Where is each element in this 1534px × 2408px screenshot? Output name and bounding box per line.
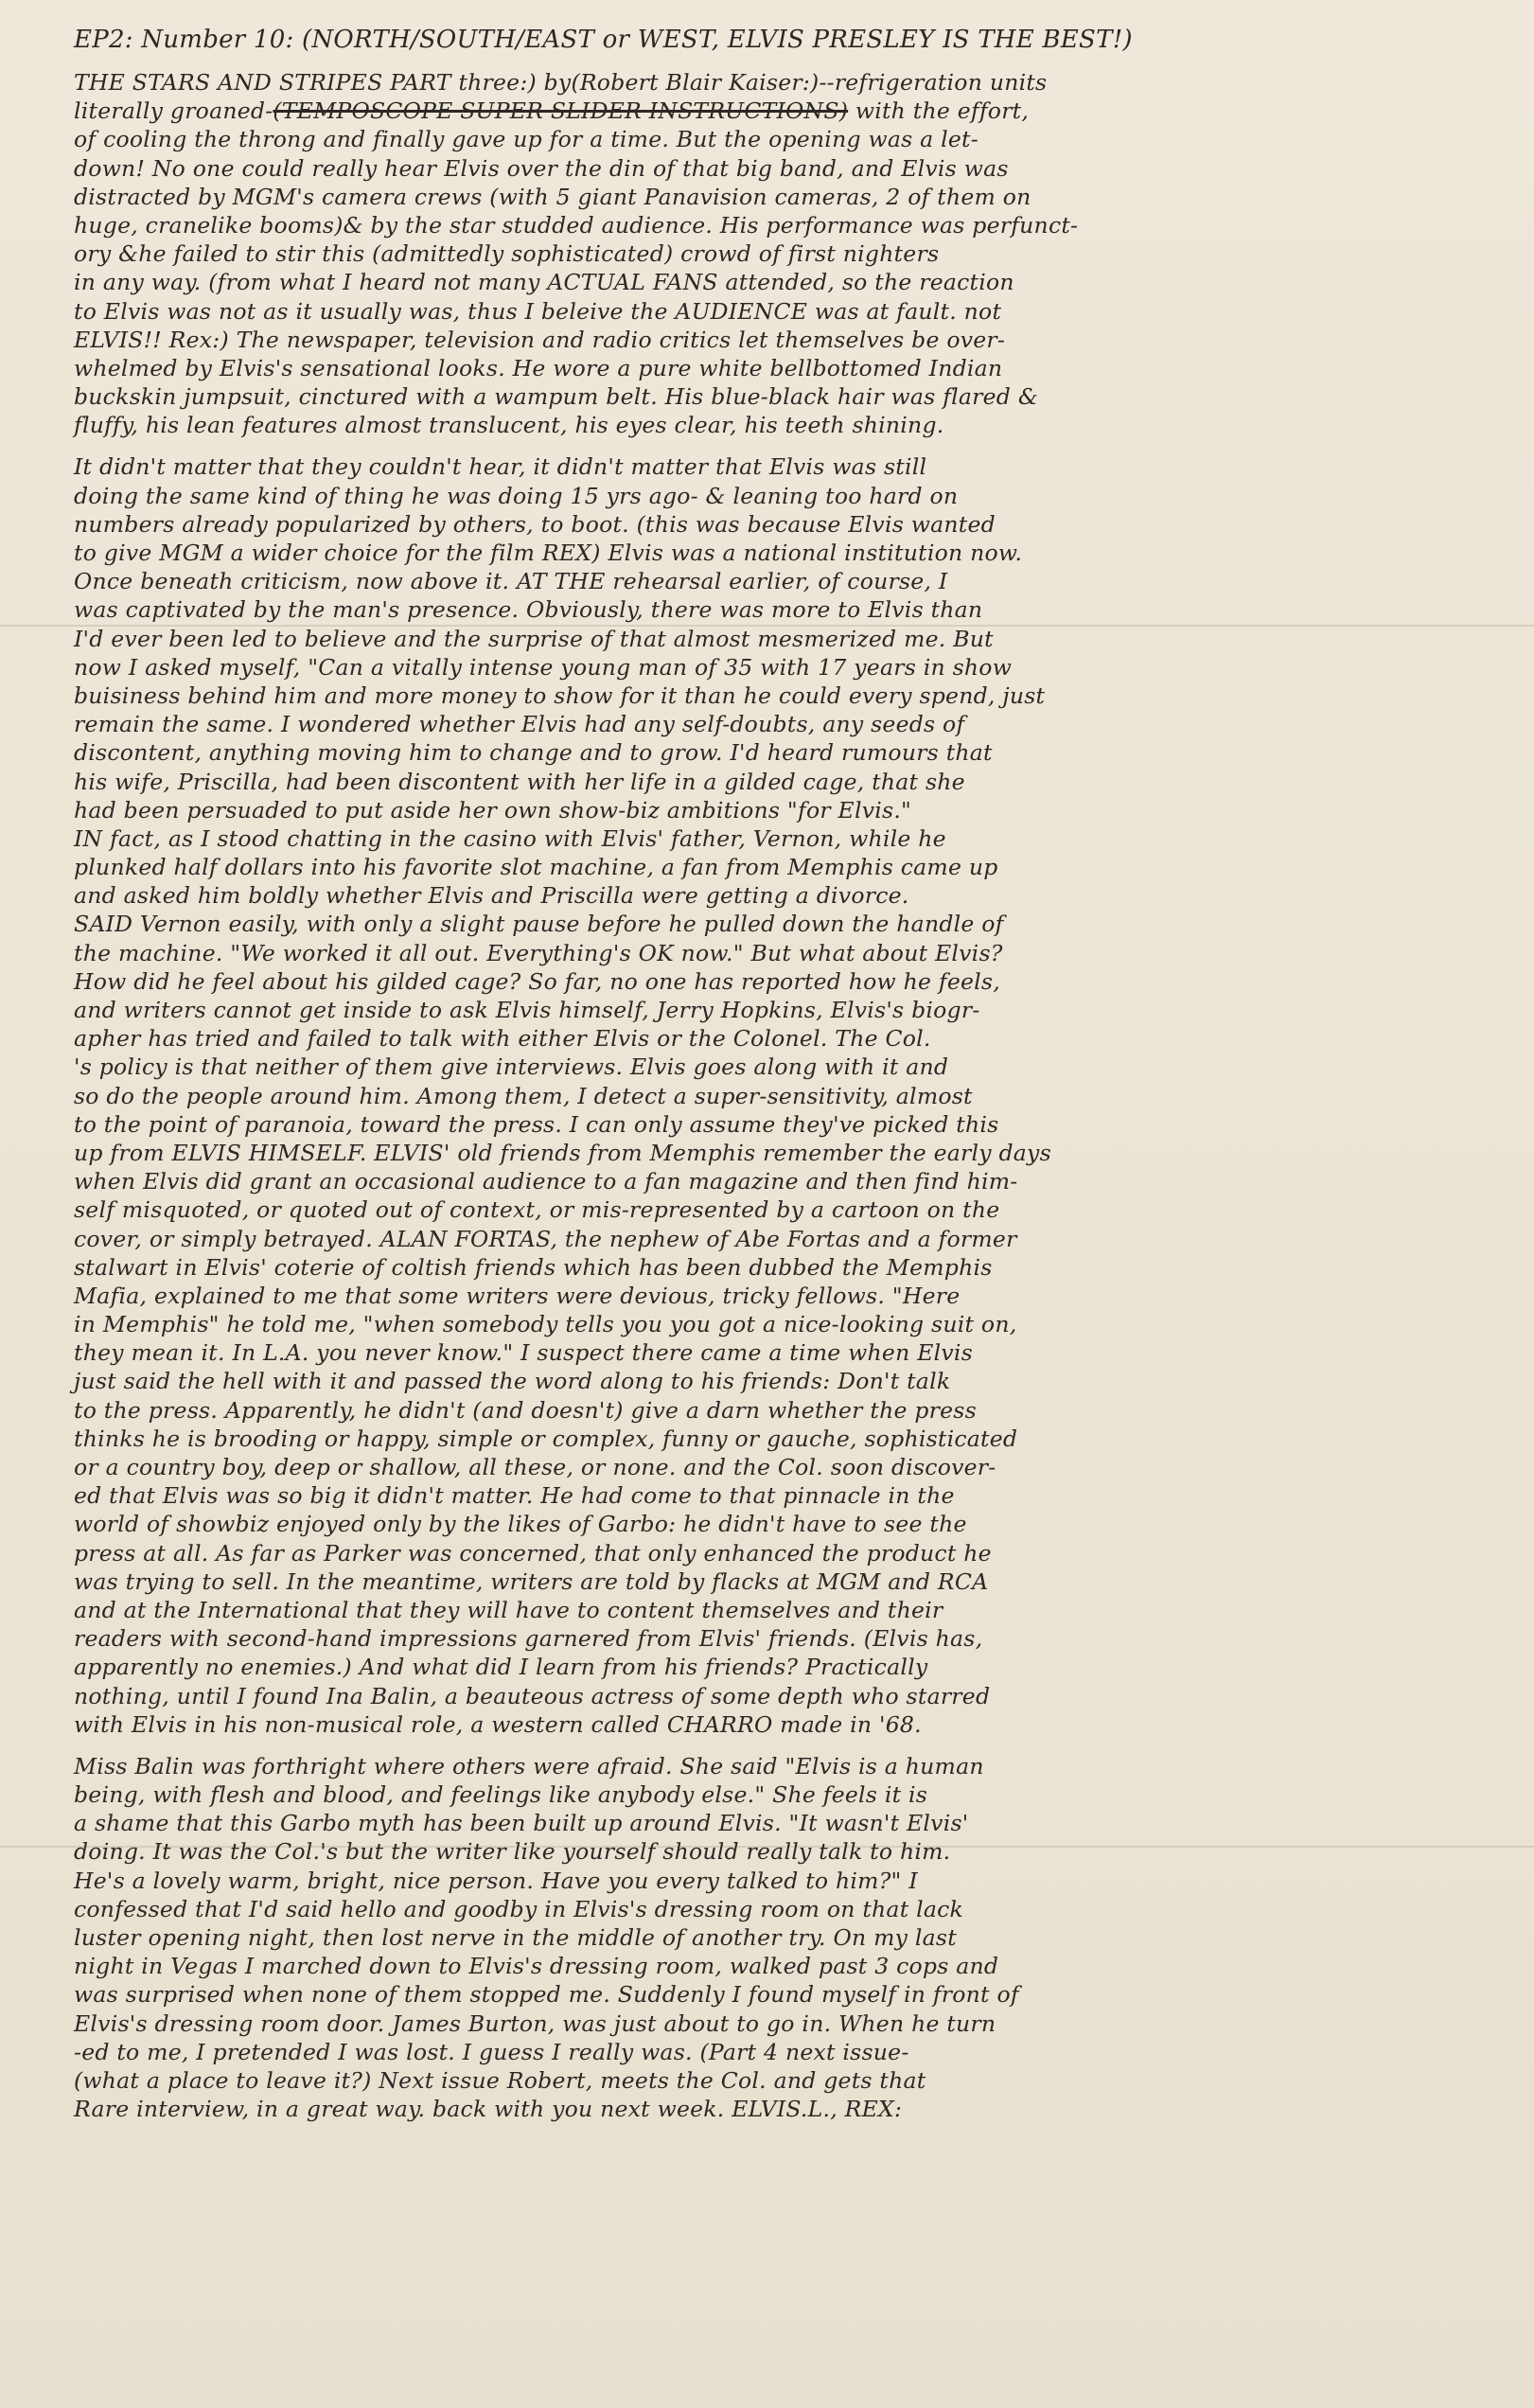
text-line: ed that Elvis was so big it didn't matter. He had come to that pinnacle in the: [74, 1482, 955, 1510]
text-line: Rare interview, in a great way. back with you next week. ELVIS.L., REX:: [74, 2096, 903, 2123]
text-line: a shame that this Garbo myth has been built up around Elvis. "It wasn't Elvis': [74, 1810, 969, 1837]
text-line: buisiness behind him and more money to show for it than he could every spend, just: [74, 682, 1046, 709]
text-line: to give MGM a wider choice for the film REX) Elvis was a national institution now.: [74, 540, 1023, 566]
text-line: fluffy, his lean features almost translucent, his eyes clear, his teeth shining.: [74, 412, 944, 439]
text-line: apparently no enemies.) And what did I learn from his friends? Practically: [74, 1654, 928, 1681]
text-line: when Elvis did grant an occasional audience to a fan magazine and then find him-: [74, 1168, 1018, 1195]
text-line: and at the International that they will have to content themselves and their: [74, 1596, 943, 1623]
text-line: 's policy is that neither of them give interviews. Elvis goes along with it and: [74, 1054, 949, 1081]
text-line: had been persuaded to put aside her own show-biz ambitions "for Elvis.": [74, 796, 912, 823]
text-line: apher has tried and failed to talk with either Elvis or the Colonel. The Col.: [74, 1025, 931, 1053]
text-line: thinks he is brooding or happy, simple or complex, funny or gauche, sophisticated: [74, 1425, 1018, 1452]
text-line: How did he feel about his gilded cage? So far, no one has reported how he feels,: [74, 967, 1000, 995]
text-line: so do the people around him. Among them, I detect a super-sensitivity, almost: [74, 1082, 973, 1109]
text-line: the machine. "We worked it all out. Everything's OK now." But what about Elvis?: [74, 939, 1003, 966]
text-line: (what a place to leave it?) Next issue Robert, meets the Col. and gets that: [74, 2066, 926, 2094]
text-line: plunked half dollars into his favorite slot machine, a fan from Memphis came up: [74, 854, 998, 881]
text-line: SAID Vernon easily, with only a slight pause before he pulled down the handle of: [74, 911, 1004, 938]
text-line: was surprised when none of them stopped me. Suddenly I found myself in front of: [74, 1981, 1019, 2009]
text-line: night in Vegas I marched down to Elvis's dressing room, walked past 3 cops and: [74, 1953, 999, 1980]
paragraph-2: [74, 452, 1465, 1738]
text-line: being, with flesh and blood, and feelings like anybody else." She feels it is: [74, 1781, 928, 1809]
text-line: just said the hell with it and passed the word along to his friends: Don't talk: [74, 1368, 951, 1395]
text-run: with the effort,: [848, 97, 1030, 125]
text-line: [74, 97, 1465, 125]
text-line: his wife, Priscilla, had been discontent with her life in a gilded cage, that she: [74, 768, 965, 795]
text-line: remain the same. I wondered whether Elvis had any self-doubts, any seeds of: [74, 711, 965, 738]
text-line: huge, cranelike booms)& by the star studded audience. His performance was perfunct-: [74, 211, 1079, 239]
text-line: It didn't matter that they couldn't hear, it didn't matter that Elvis was still: [74, 453, 927, 481]
text-line: He's a lovely warm, bright, nice person. Have you every talked to him?" I: [74, 1867, 918, 1894]
text-line: was trying to sell. In the meantime, writers are told by flacks at MGM and RCA: [74, 1567, 989, 1595]
text-run: literally groaned-: [74, 97, 273, 125]
text-line: and asked him boldly whether Elvis and Priscilla were getting a divorce.: [74, 882, 909, 910]
text-line: or a country boy, deep or shallow, all these, or none. and the Col. soon discover-: [74, 1454, 996, 1480]
text-line: Elvis's dressing room door. James Burton, was just about to go in. When he turn: [74, 2010, 996, 2037]
text-line: to Elvis was not as it usually was, thus I beleive the AUDIENCE was at fault. not: [74, 297, 1002, 325]
text-line: down! No one could really hear Elvis over the din of that big band, and Elvis was: [74, 154, 1009, 182]
text-line: to the point of paranoia, toward the press. I can only assume they've picked this: [74, 1110, 999, 1138]
text-line: confessed that I'd said hello and goodby in Elvis's dressing room on that lack: [74, 1895, 964, 1922]
text-line: I'd ever been led to believe and the surprise of that almost mesmerized me. But: [74, 625, 994, 652]
text-line: discontent, anything moving him to change and to grow. I'd heard rumours that: [74, 739, 993, 767]
text-line: Miss Balin was forthright where others were afraid. She said "Elvis is a human: [74, 1752, 984, 1779]
text-line: of cooling the throng and finally gave up for a time. But the opening was a let-: [74, 126, 979, 153]
text-line: to the press. Apparently, he didn't (and doesn't) give a darn whether the press: [74, 1396, 977, 1424]
text-line: numbers already popularized by others, to boot. (this was because Elvis wanted: [74, 510, 996, 538]
text-line: in any way. (from what I heard not many ACTUAL FANS attended, so the reaction: [74, 269, 1014, 296]
text-line: Mafia, explained to me that some writers were devious, tricky fellows. "Here: [74, 1282, 961, 1309]
text-line: they mean it. In L.A. you never know." I suspect there came a time when Elvis: [74, 1339, 973, 1367]
struck-out-text: (TEMPOSCOPE SUPER SLIDER INSTRUCTIONS): [273, 97, 849, 125]
text-line: ory &he failed to stir this (admittedly sophisticated) crowd of first nighters: [74, 240, 940, 268]
text-line: in Memphis" he told me, "when somebody tells you you got a nice-looking suit on,: [74, 1311, 1017, 1338]
text-line: world of showbiz enjoyed only by the likes of Garbo: he didn't have to see the: [74, 1511, 967, 1538]
text-line: whelmed by Elvis's sensational looks. He wore a pure white bellbottomed Indian: [74, 354, 1003, 381]
text-line: Once beneath criticism, now above it. AT THE rehearsal earlier, of course, I: [74, 568, 948, 595]
paragraph-1: [74, 68, 1465, 439]
text-line: nothing, until I found Ina Balin, a beauteous actress of some depth who starred: [74, 1682, 991, 1709]
text-line: up from ELVIS HIMSELF. ELVIS' old friends from Memphis remember the early days: [74, 1139, 1051, 1166]
text-line: and writers cannot get inside to ask Elvis himself, Jerry Hopkins, Elvis's biogr-: [74, 997, 980, 1023]
text-line: luster opening night, then lost nerve in the middle of another try. On my last: [74, 1924, 957, 1951]
text-line: doing. It was the Col.'s but the writer like yourself should really talk to him.: [74, 1838, 951, 1866]
text-line: buckskin jumpsuit, cinctured with a wampum belt. His blue-black hair was flared &: [74, 383, 1038, 411]
text-line: ELVIS!! Rex:) The newspaper, television and radio critics let themselves be over-: [74, 326, 1006, 353]
text-line: doing the same kind of thing he was doing 15 yrs ago- & leaning too hard on: [74, 482, 959, 509]
text-line: distracted by MGM's camera crews (with 5 giant Panavision cameras, 2 of them on: [74, 183, 1031, 210]
page-body: [74, 21, 1465, 2136]
text-line: stalwart in Elvis' coterie of coltish friends which has been dubbed the Memphis: [74, 1253, 993, 1281]
text-line: now I asked myself, "Can a vitally intense young man of 35 with 17 years in show: [74, 653, 1013, 681]
text-line: press at all. As far as Parker was concerned, that only enhanced the product he: [74, 1539, 992, 1567]
issue-header: EP2: Number 10: (NORTH/SOUTH/EAST or WEST, ELVIS PRESLEY IS THE BEST!): [74, 26, 1133, 54]
text-line: with Elvis in his non-musical role, a western called CHARRO made in '68.: [74, 1710, 922, 1738]
paragraph-3: [74, 1752, 1465, 2123]
text-line: self misquoted, or quoted out of context, or mis-represented by a cartoon on the: [74, 1196, 1000, 1224]
text-line: -ed to me, I pretended I was lost. I guess I really was. (Part 4 next issue-: [74, 2038, 909, 2065]
text-line: cover, or simply betrayed. ALAN FORTAS, the nephew of Abe Fortas and a former: [74, 1225, 1017, 1252]
text-line: IN fact, as I stood chatting in the casino with Elvis' father, Vernon, while he: [74, 824, 946, 852]
text-line: was captivated by the man's presence. Obviously, there was more to Elvis than: [74, 596, 983, 624]
text-line: THE STARS AND STRIPES PART three:) by(Robert Blair Kaiser:)--refrigeration units: [74, 69, 1048, 96]
text-line: readers with second-hand impressions garnered from Elvis' friends. (Elvis has,: [74, 1625, 983, 1653]
